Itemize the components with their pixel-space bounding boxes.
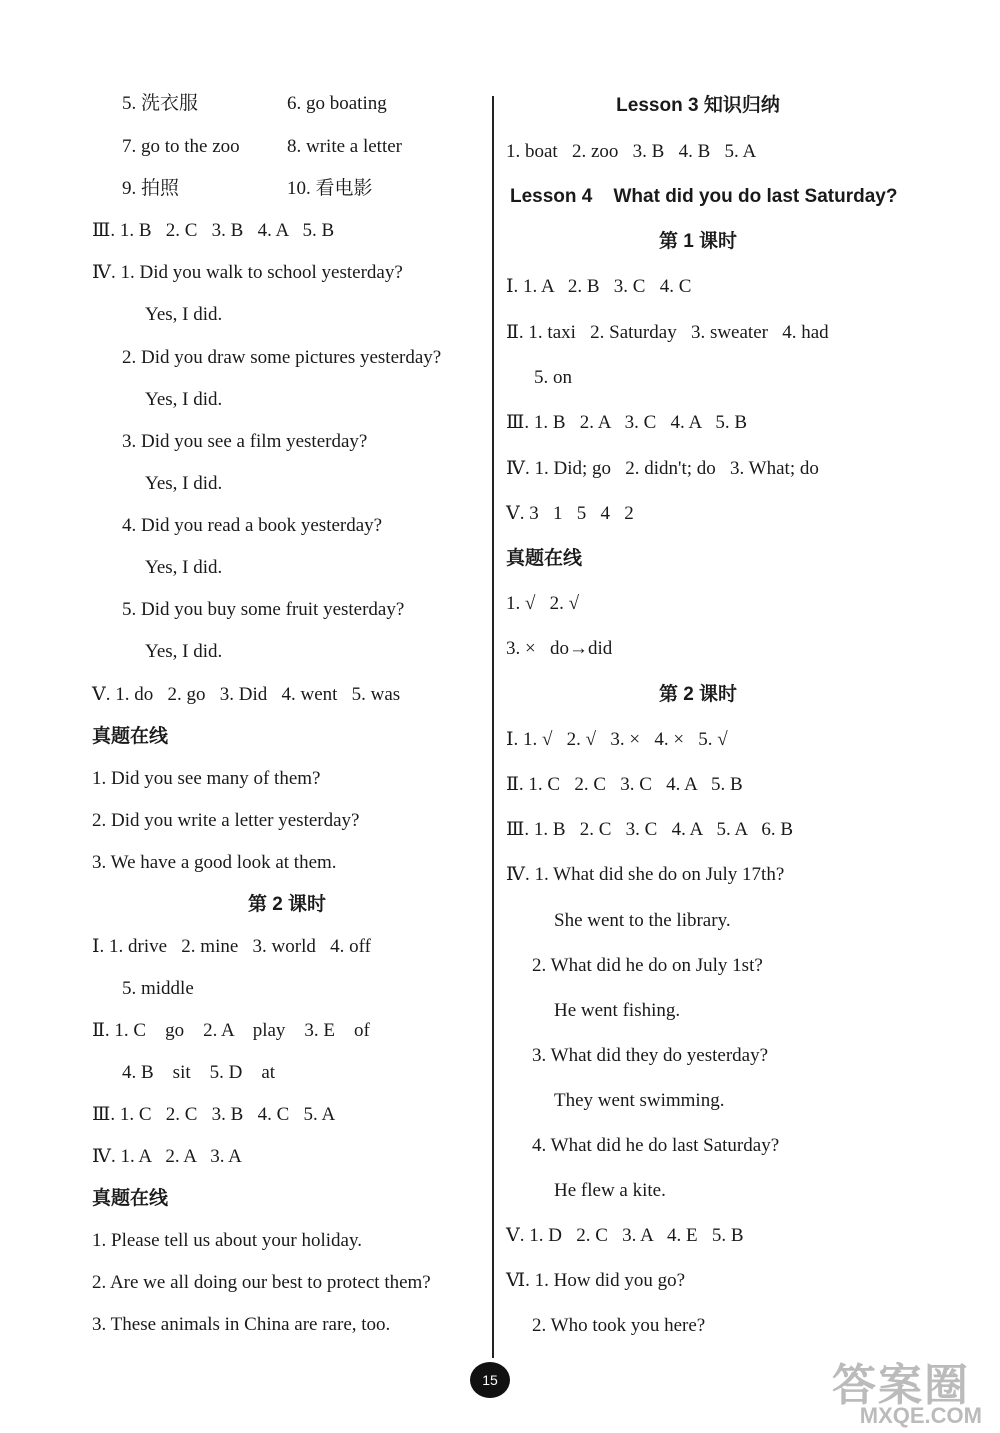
answer-line: 3. Did you see a film yesterday? <box>122 431 368 452</box>
answer-line: 3. These animals in China are rare, too. <box>92 1314 391 1335</box>
answer-line: Yes, I did. <box>145 304 223 325</box>
answer-line: Ⅳ. 1. A 2. A 3. A <box>92 1146 242 1167</box>
answer-line: 9. 拍照 <box>122 178 180 199</box>
answer-line: Ⅲ. 1. B 2. C 3. B 4. A 5. B <box>92 220 335 241</box>
answer-line: 10. 看电影 <box>287 178 373 199</box>
answer-line: Yes, I did. <box>145 641 223 662</box>
answer-line: Ⅲ. 1. B 2. C 3. C 4. A 5. A 6. B <box>506 819 794 840</box>
answer-line: 6. go boating <box>287 93 387 114</box>
answer-line: He went fishing. <box>554 1000 681 1021</box>
answer-line: Ⅴ. 1. D 2. C 3. A 4. E 5. B <box>506 1225 744 1246</box>
answer-line: Ⅳ. 1. What did she do on July 17th? <box>506 864 785 885</box>
answer-line: Ⅱ. 1. taxi 2. Saturday 3. sweater 4. had <box>506 322 829 343</box>
section-heading: 真题在线 <box>506 548 583 569</box>
answer-line: 2. Who took you here? <box>532 1315 706 1336</box>
answer-line: She went to the library. <box>554 910 731 931</box>
answer-line: They went swimming. <box>554 1090 725 1111</box>
section-heading: 真题在线 <box>92 1188 169 1209</box>
answer-line: Yes, I did. <box>145 557 223 578</box>
answer-line: 5. 洗衣服 <box>122 93 199 114</box>
answer-line: Ⅱ. 1. C go 2. A play 3. E of <box>92 1020 370 1041</box>
answer-line: 2. Are we all doing our best to protect them? <box>92 1272 431 1293</box>
answer-line: 2. Did you write a letter yesterday? <box>92 810 360 831</box>
answer-line: 4. What did he do last Saturday? <box>532 1135 780 1156</box>
answer-line: 1. boat 2. zoo 3. B 4. B 5. A <box>506 141 757 162</box>
section-heading: 第 1 课时 <box>658 231 738 252</box>
section-heading: 第 2 课时 <box>247 894 327 915</box>
answer-line: Ⅱ. 1. C 2. C 3. C 4. A 5. B <box>506 774 743 795</box>
section-heading: Lesson 3 知识归纳 <box>616 95 780 116</box>
answer-line: Ⅰ. 1. A 2. B 3. C 4. C <box>506 276 692 297</box>
answer-line: 5. middle <box>122 978 194 999</box>
answer-line: 5. on <box>534 367 572 388</box>
watermark-logo <box>780 1349 990 1429</box>
answer-line: 1. √ 2. √ <box>506 593 580 614</box>
answer-line: 4. B sit 5. D at <box>122 1062 276 1083</box>
answer-line: Ⅴ. 3 1 5 4 2 <box>506 503 634 524</box>
column-divider <box>492 96 494 1358</box>
answer-line: 3. What did they do yesterday? <box>532 1045 769 1066</box>
answer-line: Ⅴ. 1. do 2. go 3. Did 4. went 5. was <box>92 684 401 705</box>
answer-line: 7. go to the zoo <box>122 136 240 157</box>
answer-line: 5. Did you buy some fruit yesterday? <box>122 599 405 620</box>
answer-line: Ⅰ. 1. drive 2. mine 3. world 4. off <box>92 936 371 957</box>
answer-line: Ⅳ. 1. Did you walk to school yesterday? <box>92 262 403 283</box>
answer-line: 2. Did you draw some pictures yesterday? <box>122 347 442 368</box>
watermark-en: MXQE.COM <box>859 1403 982 1428</box>
lesson-title: Lesson 4 What did you do last Saturday? <box>510 186 898 207</box>
answer-line: Ⅲ. 1. B 2. A 3. C 4. A 5. B <box>506 412 748 433</box>
answer-line: 4. Did you read a book yesterday? <box>122 515 383 536</box>
watermark-cn: 答案圈 <box>832 1361 970 1410</box>
answer-line: Yes, I did. <box>145 473 223 494</box>
answer-line: He flew a kite. <box>554 1180 666 1201</box>
page-number: 15 <box>470 1362 510 1398</box>
answer-line: 1. Did you see many of them? <box>92 768 321 789</box>
section-heading: 真题在线 <box>92 726 169 747</box>
answer-line: Ⅳ. 1. Did; go 2. didn't; do 3. What; do <box>506 458 819 479</box>
answer-line: 3. × do→did <box>506 638 613 659</box>
answer-line: Ⅰ. 1. √ 2. √ 3. × 4. × 5. √ <box>506 729 728 750</box>
answer-line: 3. We have a good look at them. <box>92 852 337 873</box>
answer-line: Ⅲ. 1. C 2. C 3. B 4. C 5. A <box>92 1104 336 1125</box>
answer-line: 8. write a letter <box>287 136 403 157</box>
answer-line: 1. Please tell us about your holiday. <box>92 1230 362 1251</box>
section-heading: 第 2 课时 <box>658 684 738 705</box>
answer-line: 2. What did he do on July 1st? <box>532 955 763 976</box>
answer-line: Yes, I did. <box>145 389 223 410</box>
answer-line: Ⅵ. 1. How did you go? <box>506 1270 686 1291</box>
